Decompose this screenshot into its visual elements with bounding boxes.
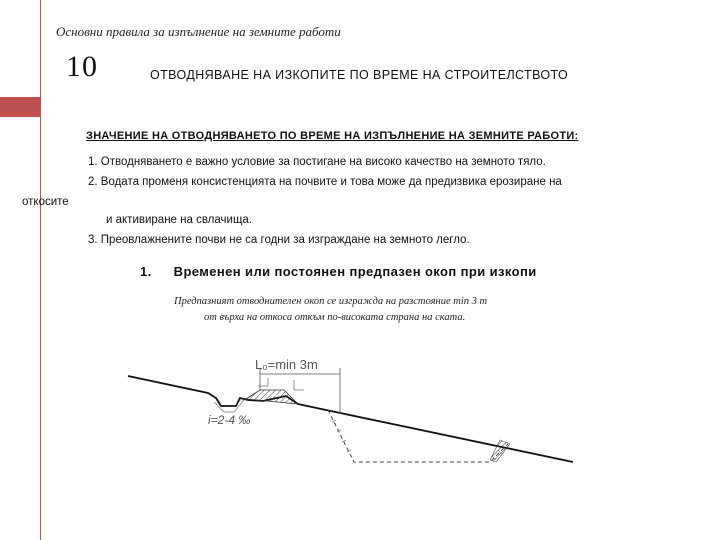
slide-title: ОТВОДНЯВАНЕ НА ИЗКОПИТЕ ПО ВРЕМЕ НА СТРОИТЕЛСТВОТО	[150, 68, 569, 82]
subsection-number: 1.	[140, 264, 152, 279]
ground-slope-line-right	[326, 410, 573, 462]
note-line-1: Предпазният отводнителен окоп се изгражда на разстояние min 3 m	[174, 296, 488, 307]
left-accent-line	[40, 0, 41, 540]
slope-label: i=2-4 ‰	[208, 413, 251, 427]
list-item-3: 3. Преовлажнените почви не са годни за изграждане на земното легло.	[88, 234, 470, 246]
right-cut-face	[490, 440, 510, 462]
note-line-2: от върха на откоса откъм по-високата страна на ската.	[204, 312, 466, 323]
subsection-title: Временен или постоянен предпазен окоп при изкопи	[173, 264, 537, 279]
list-item-2: 2. Водата променя консистенцията на почвите и това може да предизвика ерозиране на	[88, 176, 562, 188]
ground-slope-line	[128, 376, 326, 410]
spoil-bank	[246, 390, 298, 404]
presentation-topic: Основни правила за изпълнение на земните работи	[56, 24, 341, 39]
list-item-1: 1. Отводняването е важно условие за постигане на високо качество на земното тяло.	[88, 156, 546, 168]
excavation-outline	[328, 410, 508, 462]
slide-number: 10	[66, 50, 98, 83]
list-item-2-continuation-2: и активиране на свлачища.	[106, 214, 252, 226]
list-item-2-continuation: откосите	[22, 196, 69, 208]
dimension-label: L₀=min 3m	[255, 357, 318, 372]
cut-face-hatching	[332, 420, 502, 460]
section-heading: ЗНАЧЕНИЕ НА ОТВОДНЯВАНЕТО ПО ВРЕМЕ НА ИЗПЪЛНЕНИЕ НА ЗЕМНИТЕ РАБОТИ:	[86, 130, 579, 142]
ditch-cross-section-diagram	[118, 338, 588, 478]
left-accent-block	[0, 97, 40, 117]
subsection-heading	[140, 264, 537, 279]
